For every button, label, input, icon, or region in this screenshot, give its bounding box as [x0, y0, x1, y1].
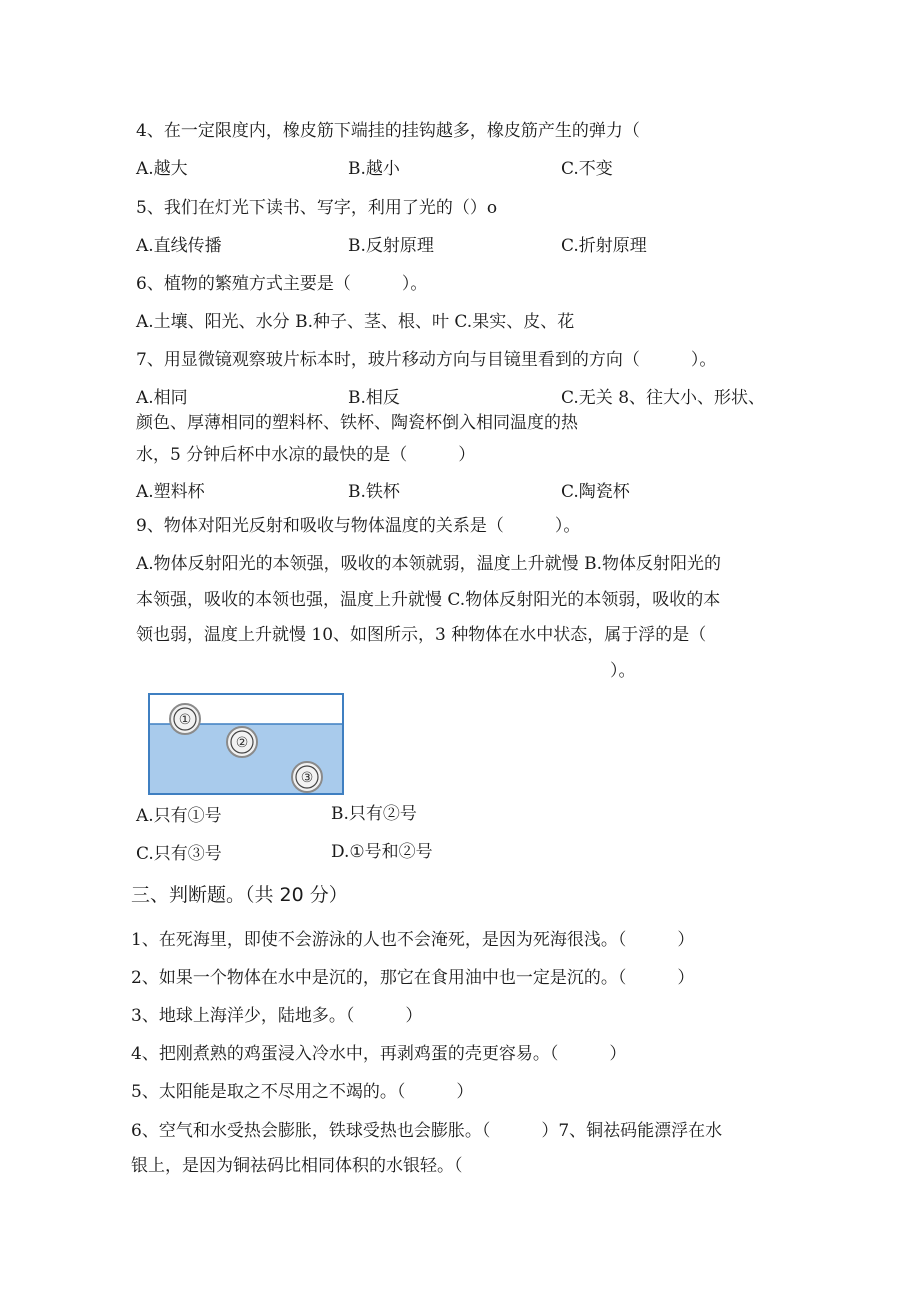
q4-option-c: C.不变: [561, 159, 613, 179]
floating-objects-figure: [148, 693, 344, 795]
question-9-line-3: 领也弱，温度上升就慢 10、如图所示，3 种物体在水中状态，属于浮的是（: [136, 625, 707, 645]
q7-option-b: B.相反: [348, 388, 400, 408]
judge-item-1: 1、在死海里，即使不会游泳的人也不会淹死，是因为死海很浅。（ ）: [131, 930, 695, 950]
q10-option-b: B.只有②号: [331, 804, 417, 824]
question-9-line-1: A.物体反射阳光的本领强，吸收的本领就弱，温度上升就慢 B.物体反射阳光的: [136, 554, 721, 574]
judge-item-6: 6、空气和水受热会膨胀，铁球受热也会膨胀。（ ）7、铜祛码能漂浮在水: [131, 1121, 723, 1141]
question-4-text: 4、在一定限度内，橡皮筋下端挂的挂钩越多，橡皮筋产生的弹力（: [136, 121, 640, 141]
judge-item-4: 4、把刚煮熟的鸡蛋浸入冷水中，再剥鸡蛋的壳更容易。（ ）: [131, 1044, 627, 1064]
q7-option-c: C.无关 8、往大小、形状、: [561, 388, 766, 408]
question-8-line-1: 颜色、厚薄相同的塑料杯、铁杯、陶瓷杯倒入相同温度的热: [136, 413, 578, 433]
q8-option-c: C.陶瓷杯: [561, 482, 630, 502]
q7-option-a: A.相同: [136, 388, 188, 408]
q5-option-a: A.直线传播: [136, 236, 222, 256]
judge-item-3: 3、地球上海洋少，陆地多。（ ）: [131, 1006, 423, 1026]
q5-option-c: C.折射原理: [561, 236, 647, 256]
question-7-text: 7、用显微镜观察玻片标本时，玻片移动方向与目镜里看到的方向（ ）。: [136, 350, 717, 370]
q4-option-b: B.越小: [348, 159, 400, 179]
question-10-blank-close: ）。: [610, 661, 636, 681]
judge-item-7: 银上，是因为铜祛码比相同体积的水银轻。（: [131, 1156, 463, 1176]
object-2-label: ②: [235, 735, 249, 751]
q10-option-c: C.只有③号: [136, 844, 222, 864]
q10-option-d: D.①号和②号: [331, 842, 433, 862]
q5-option-b: B.反射原理: [348, 236, 434, 256]
question-9-text: 9、物体对阳光反射和吸收与物体温度的关系是（ ）。: [136, 516, 581, 536]
section-3-heading: 三、判断题。（共 20 分）: [131, 884, 348, 906]
object-3-label: ③: [300, 770, 314, 786]
object-3: [292, 762, 322, 792]
question-8-line-2: 水，5 分钟后杯中水凉的最快的是（ ）: [136, 445, 476, 465]
object-1: [170, 704, 200, 734]
q8-option-b: B.铁杯: [348, 482, 400, 502]
q6-options-line: A.土壤、阳光、水分 B.种子、茎、根、叶 C.果实、皮、花: [136, 312, 575, 332]
judge-item-5: 5、太阳能是取之不尽用之不竭的。（ ）: [131, 1082, 474, 1102]
object-1-label: ①: [178, 712, 192, 728]
q10-option-a: A.只有①号: [136, 806, 222, 826]
question-6-text: 6、植物的繁殖方式主要是（ ）。: [136, 274, 428, 294]
judge-item-2: 2、如果一个物体在水中是沉的，那它在食用油中也一定是沉的。（ ）: [131, 968, 695, 988]
q8-option-a: A.塑料杯: [136, 482, 205, 502]
q4-option-a: A.越大: [136, 159, 188, 179]
question-9-line-2: 本领强，吸收的本领也强，温度上升就慢 C.物体反射阳光的本领弱，吸收的本: [136, 590, 721, 610]
object-2: [227, 727, 257, 757]
question-5-text: 5、我们在灯光下读书、写字，利用了光的（）o: [136, 198, 498, 218]
